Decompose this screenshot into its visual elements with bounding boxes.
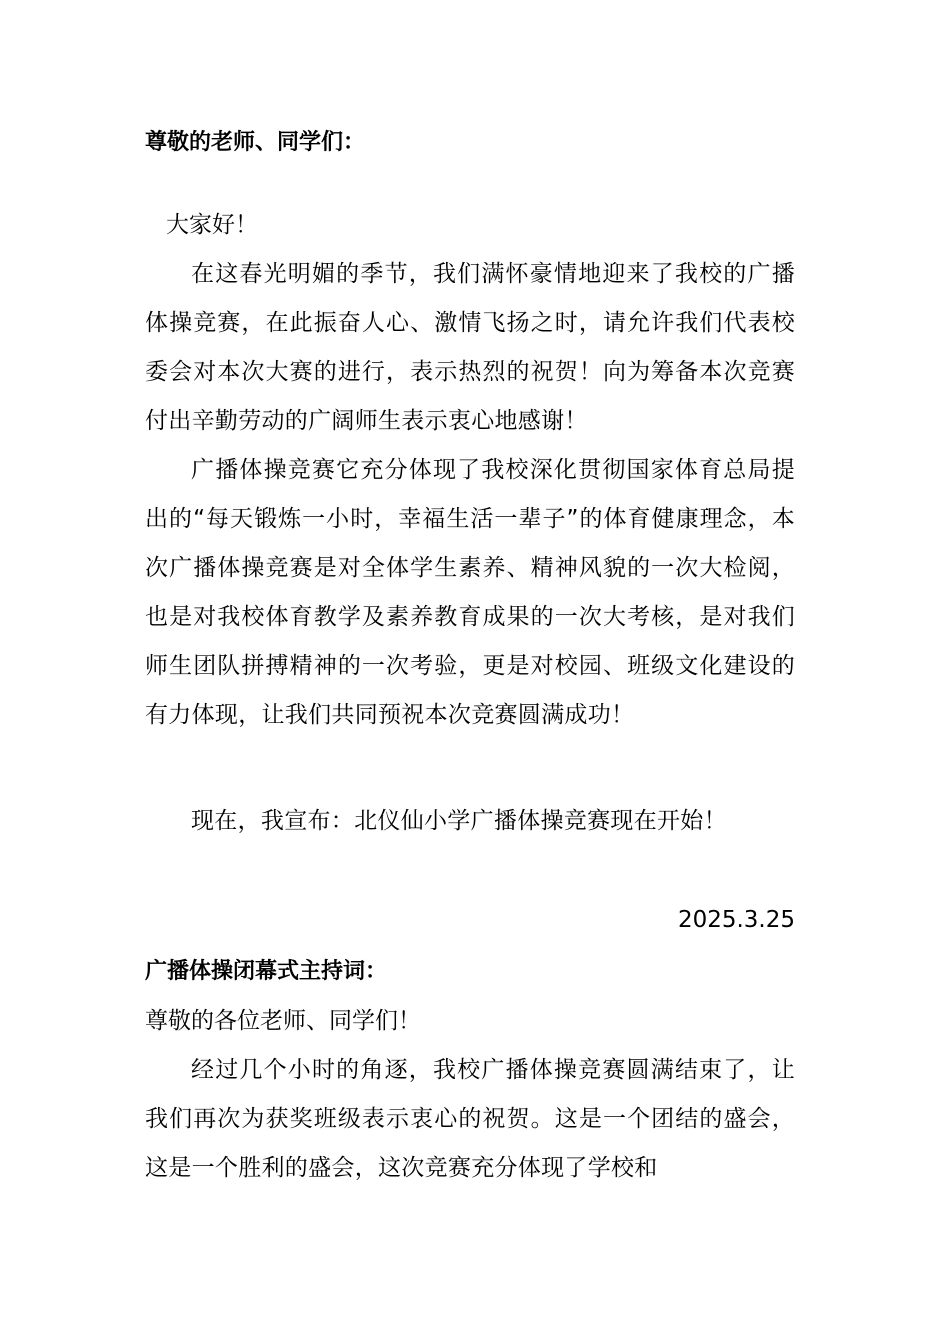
- opening-salutation: 尊敬的老师、同学们：: [145, 130, 366, 155]
- opening-paragraph-1: 在这春光明媚的季节，我们满怀豪情地迎来了我校的广播体操竞赛，在此振奋人心、激情飞扬之时，请允许我们代表校委会对本次大赛的进行，表示热烈的祝贺！向为筹备本次竞赛付出辛勤劳动的广阔师生表示衷心地感谢！: [145, 261, 795, 434]
- opening-paragraph-2: 广播体操竞赛它充分体现了我校深化贯彻国家体育总局提出的“每天锻炼一小时，幸福生活一辈子”的体育健康理念，本次广播体操竞赛是对全体学生素养、精神风貌的一次大检阅，也是对我校体育教学及素养教育成果的一次大考核，是对我们师生团队拼搏精神的一次考验，更是对校园、班级文化建设的有力体现，让我们共同预祝本次竞赛圆满成功！: [145, 457, 795, 728]
- opening-date: 2025.3.25: [677, 907, 795, 933]
- opening-greeting: 大家好！: [166, 212, 258, 238]
- closing-title: 广播体操闭幕式主持词：: [145, 959, 388, 984]
- closing-paragraph: 经过几个小时的角逐，我校广播体操竞赛圆满结束了，让我们再次为获奖班级表示衷心的祝贺。这是一个团结的盛会，这是一个胜利的盛会，这次竞赛充分体现了学校和: [145, 1057, 795, 1181]
- opening-paragraph-3: 现在，我宣布：北仪仙小学广播体操竞赛现在开始！: [191, 808, 727, 834]
- closing-salutation: 尊敬的各位老师、同学们！: [145, 1008, 421, 1034]
